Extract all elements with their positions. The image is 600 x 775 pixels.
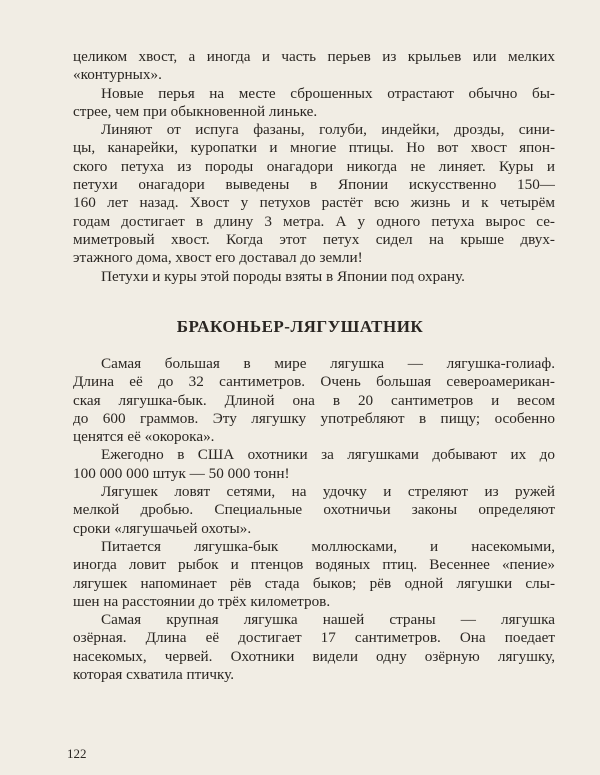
- text-line: цы, канарейки, куропатки и многие птицы. Но вот хвост япон-: [73, 139, 555, 157]
- text-line: целиком хвост, а иногда и часть перьев из крыльев или мелких: [73, 48, 555, 65]
- text-line: ская лягушка-бык. Длиной она в 20 сантиметров и весом: [73, 391, 555, 409]
- paragraph: [73, 268, 555, 286]
- text-line: шен на расстоянии до трёх километров.: [73, 592, 331, 610]
- paragraph: [73, 611, 555, 684]
- text-line: Питается лягушка-бык моллюсками, и насекомыми,: [101, 537, 555, 555]
- text-line: мелкой дробью. Специальные охотничьи законы определяют: [73, 501, 555, 519]
- paragraph: [73, 538, 555, 611]
- text-line: 160 лет назад. Хвост у петухов растёт всю жизнь и к четырём: [73, 194, 555, 212]
- text-line: Лягушек ловят сетями, на удочку и стреляют из ружей: [101, 483, 555, 501]
- text-line: сроки «лягушачьей охоты».: [73, 519, 252, 537]
- text-line: петухи онагадори выведены в Японии искусственно 150—: [73, 176, 555, 194]
- text-block-bottom: [73, 355, 555, 684]
- paragraph: [73, 48, 555, 85]
- text-line: годам достигает в длину 3 метра. А у одного петуха вырос се-: [73, 212, 555, 230]
- text-line: Длина её до 32 сантиметров. Очень большая североамерикан-: [73, 373, 555, 391]
- text-line: Новые перья на месте сброшенных отрастают обычно бы-: [101, 84, 555, 102]
- text-block-top: [73, 48, 555, 286]
- text-line: «контурных».: [73, 66, 162, 84]
- text-line: 100 000 000 штук — 50 000 тонн!: [73, 464, 290, 482]
- paragraph: [73, 483, 555, 538]
- text-line: до 600 граммов. Эту лягушку употребляют в пищу; особенно: [73, 409, 555, 427]
- text-line: насекомых, червей. Охотники видели одну озёрную лягушку,: [73, 647, 555, 665]
- paragraph: [73, 85, 555, 122]
- text-line: Линяют от испуга фазаны, голуби, индейки, дрозды, сини-: [101, 121, 555, 139]
- text-line: Самая большая в мире лягушка — лягушка-голиаф.: [101, 355, 555, 372]
- text-line: которая схватила птичку.: [73, 666, 235, 684]
- text-line: иногда ловит рыбок и птенцов водяных птиц. Весеннее «пение»: [73, 556, 555, 574]
- text-line: миметровый хвост. Когда этот петух сидел на крыше двух-: [73, 230, 555, 248]
- text-line: этажного дома, хвост его доставал до земли!: [73, 249, 363, 267]
- text-line: лягушек напоминает рёв стада быков; рёв одной лягушки слы-: [73, 574, 555, 592]
- text-line: Самая крупная лягушка нашей страны — лягушка: [101, 611, 555, 629]
- text-line: ценятся её «окорока».: [73, 428, 215, 446]
- paragraph: [73, 446, 555, 483]
- section-heading: БРАКОНЬЕР-ЛЯГУШАТНИК: [176, 317, 424, 336]
- paragraph: [73, 355, 555, 446]
- text-line: стрее, чем при обыкновенной линьке.: [73, 102, 318, 120]
- text-line: ского петуха из породы онагадори никогда не линяет. Куры и: [73, 157, 555, 175]
- text-line: озёрная. Длина её достигает 17 сантиметров. Она поедает: [73, 629, 555, 647]
- text-line: Петухи и куры этой породы взяты в Японии под охрану.: [101, 267, 465, 285]
- paragraph: [73, 121, 555, 267]
- page-number: 122: [67, 746, 87, 761]
- text-line: Ежегодно в США охотники за лягушками добывают их до: [101, 446, 555, 464]
